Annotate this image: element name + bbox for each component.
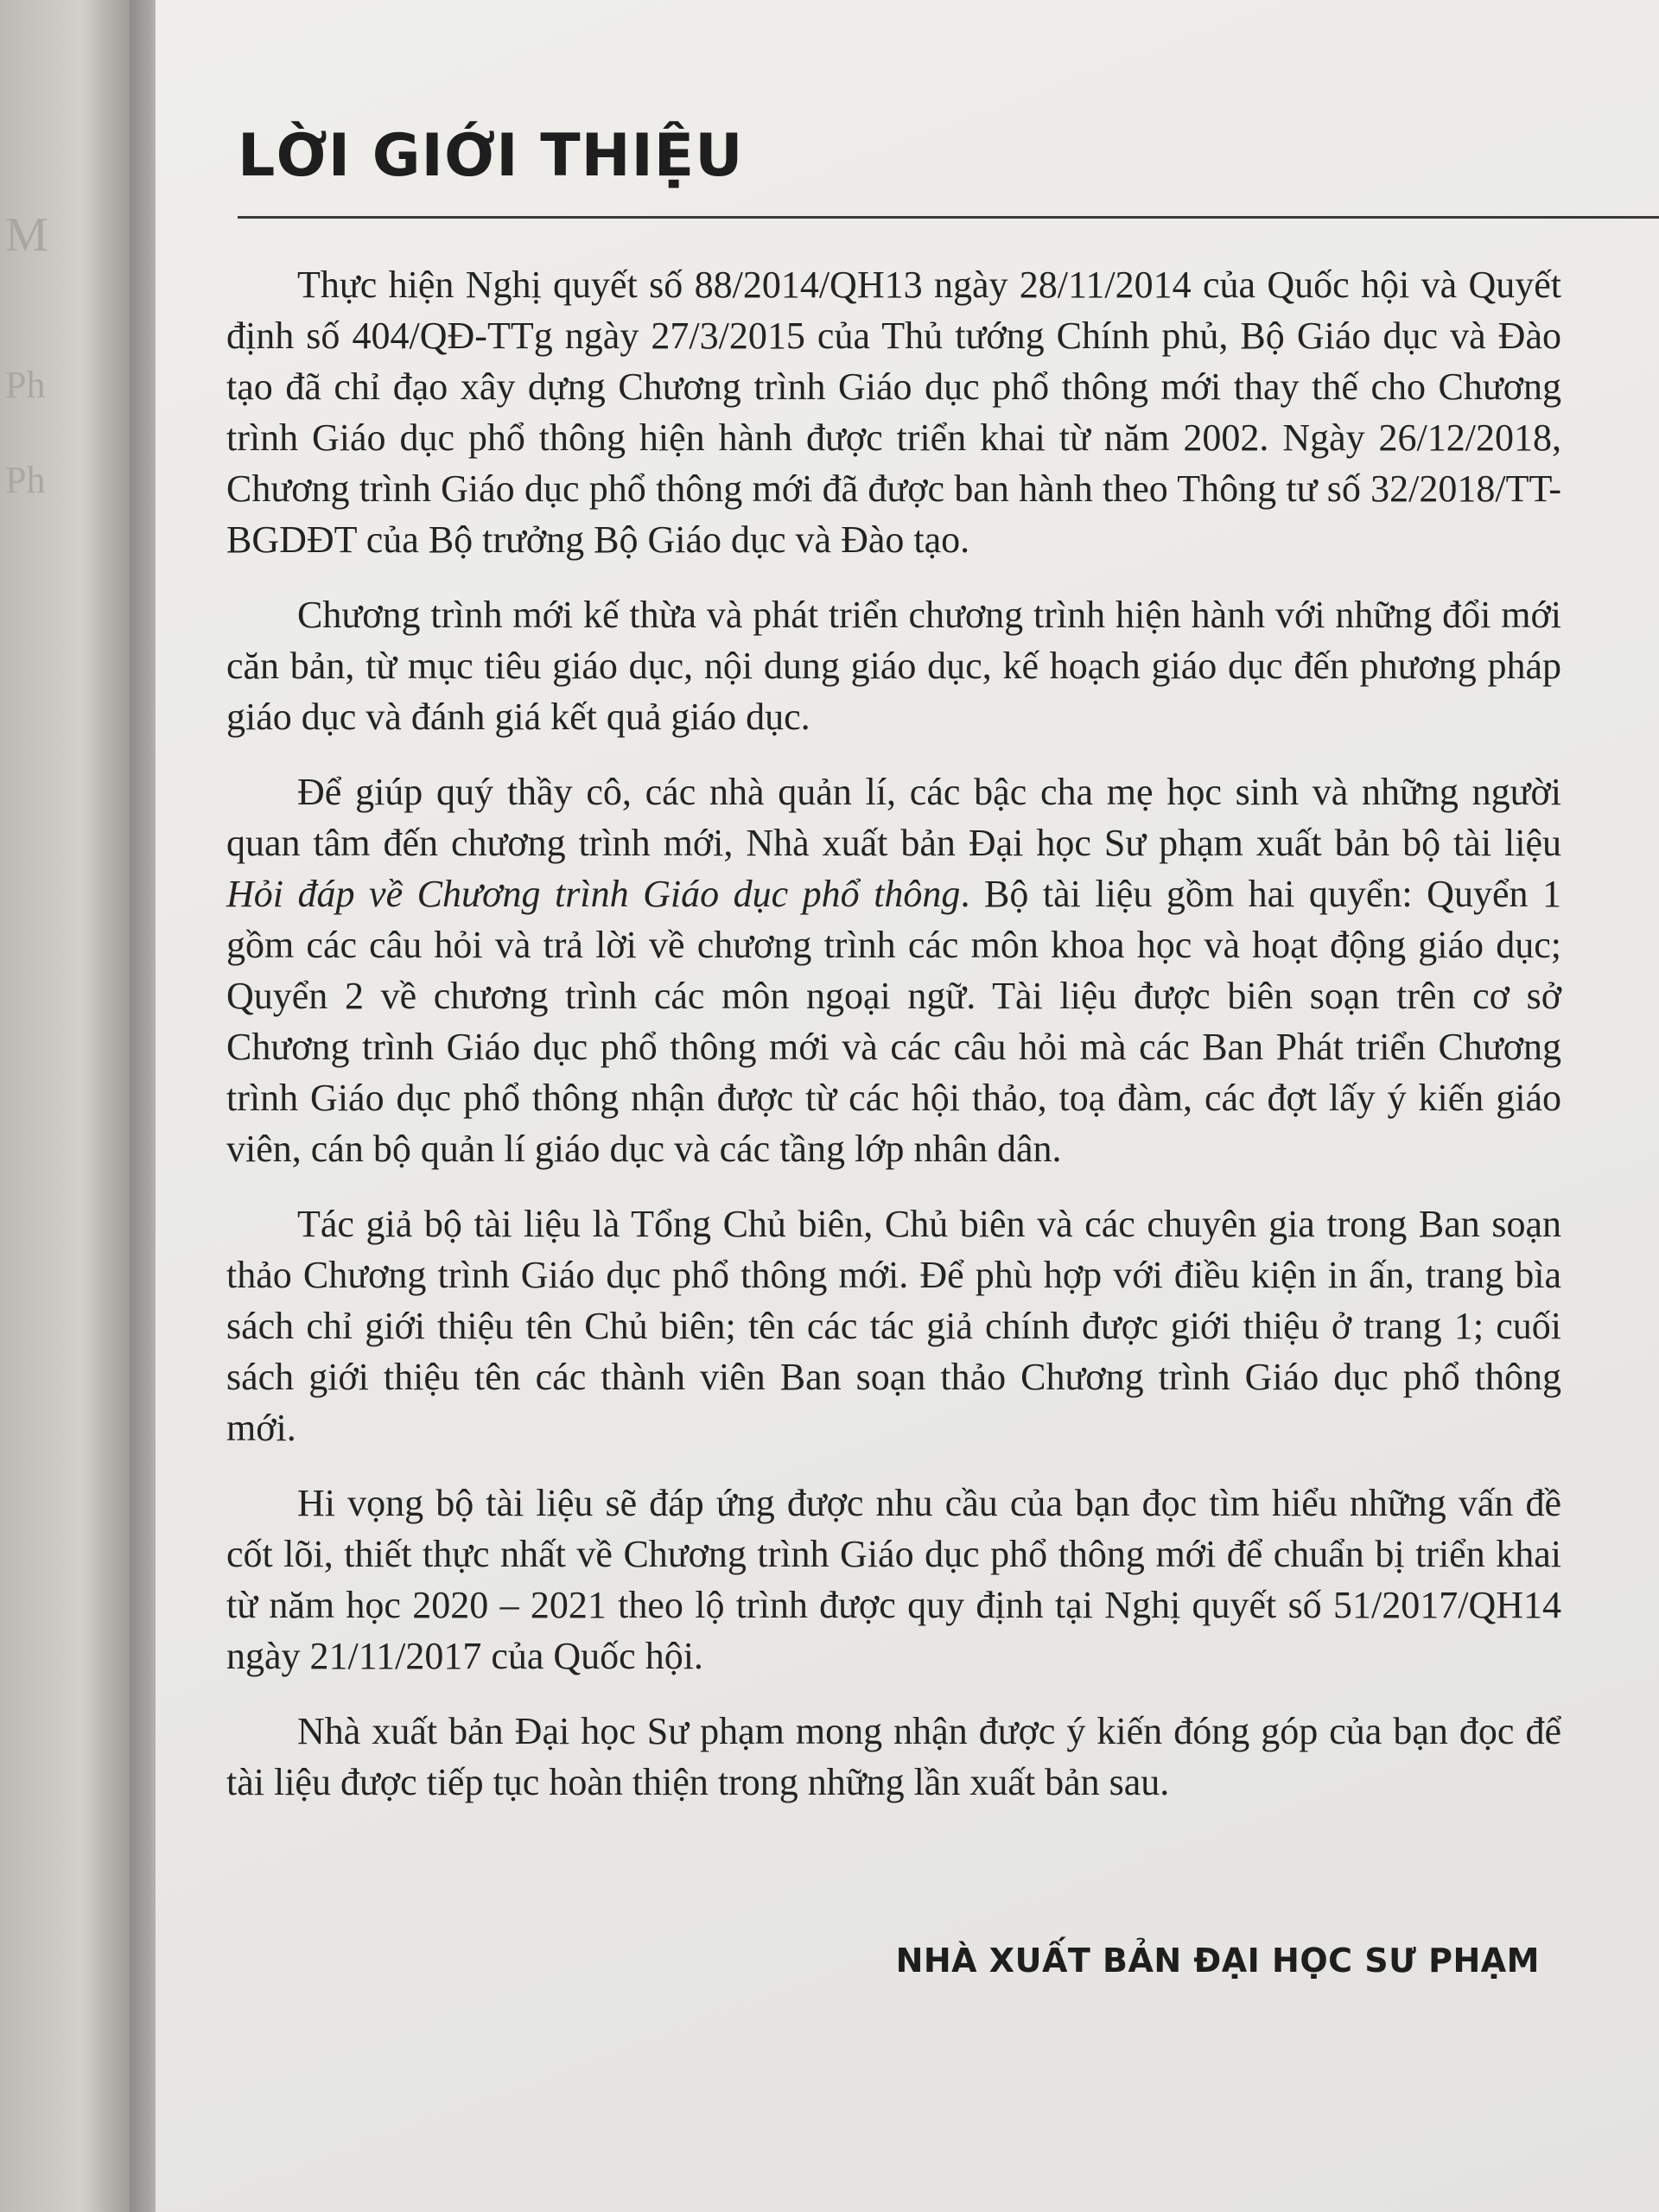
introduction-body	[226, 259, 1561, 1832]
previous-page-fragment: Ph	[5, 459, 46, 501]
paragraph	[226, 766, 1561, 1174]
paragraph-text: Để giúp quý thầy cô, các nhà quản lí, các bậc cha mẹ học sinh và những người quan tâm đến chương trình mới, Nhà xuất bản Đại học Sư phạm xuất bản bộ tài liệu	[226, 771, 1561, 864]
paragraph: Thực hiện Nghị quyết số 88/2014/QH13 ngày 28/11/2014 của Quốc hội và Quyết định số 404/QĐ-TTg ngày 27/3/2015 của Thủ tướng Chính phủ, Bộ Giáo dục và Đào tạo đã chỉ đạo xây dựng Chương trình Giáo dục phổ thông mới thay thế cho Chương trình Giáo dục phổ thông hiện hành được triển khai từ năm 2002. Ngày 26/12/2018, Chương trình Giáo dục phổ thông mới đã được ban hành theo Thông tư số 32/2018/TT-BGDĐT của Bộ trưởng Bộ Giáo dục và Đào tạo.	[226, 264, 1561, 561]
title-divider	[238, 216, 1659, 219]
paragraph: Nhà xuất bản Đại học Sư phạm mong nhận được ý kiến đóng góp của bạn đọc để tài liệu được tiếp tục hoàn thiện trong những lần xuất bản sau.	[226, 1710, 1561, 1803]
paragraph: Hi vọng bộ tài liệu sẽ đáp ứng được nhu cầu của bạn đọc tìm hiểu những vấn đề cốt lõi, thiết thực nhất về Chương trình Giáo dục phổ thông mới để chuẩn bị triển khai từ năm học 2020 – 2021 theo lộ trình được quy định tại Nghị quyết số 51/2017/QH14 ngày 21/11/2017 của Quốc hội.	[226, 1482, 1561, 1677]
paragraph: Tác giả bộ tài liệu là Tổng Chủ biên, Chủ biên và các chuyên gia trong Ban soạn thảo Chương trình Giáo dục phổ thông mới. Để phù hợp với điều kiện in ấn, trang bìa sách chỉ giới thiệu tên Chủ biên; tên các tác giả chính được giới thiệu ở trang 1; cuối sách giới thiệu tên các thành viên Ban soạn thảo Chương trình Giáo dục phổ thông mới.	[226, 1203, 1561, 1449]
previous-page-fragment: Ph	[5, 364, 46, 406]
book-title-italic: Hỏi đáp về Chương trình Giáo dục phổ thông	[226, 873, 961, 915]
paragraph: Chương trình mới kế thừa và phát triển chương trình hiện hành với những đổi mới căn bản, từ mục tiêu giáo dục, nội dung giáo dục, kế hoạch giáo dục đến phương pháp giáo dục và đánh giá kết quả giáo dục.	[226, 594, 1561, 738]
previous-page-fragment: M	[5, 208, 48, 262]
page-title: LỜI GIỚI THIỆU	[238, 122, 744, 190]
book-page	[156, 0, 1659, 2212]
previous-page-edge	[0, 0, 147, 2212]
paragraph-text: . Bộ tài liệu gồm hai quyển: Quyển 1 gồm các câu hỏi và trả lời về chương trình các môn khoa học và hoạt động giáo dục; Quyển 2 về chương trình các môn ngoại ngữ. Tài liệu được biên soạn trên cơ sở Chương trình Giáo dục phổ thông mới và các câu hỏi mà các Ban Phát triển Chương trình Giáo dục phổ thông nhận được từ các hội thảo, toạ đàm, các đợt lấy ý kiến giáo viên, cán bộ quản lí giáo dục và các tầng lớp nhân dân.	[226, 873, 1561, 1170]
page-header	[238, 121, 1560, 200]
publisher-signature: NHÀ XUẤT BẢN ĐẠI HỌC SƯ PHẠM	[895, 1942, 1540, 1980]
